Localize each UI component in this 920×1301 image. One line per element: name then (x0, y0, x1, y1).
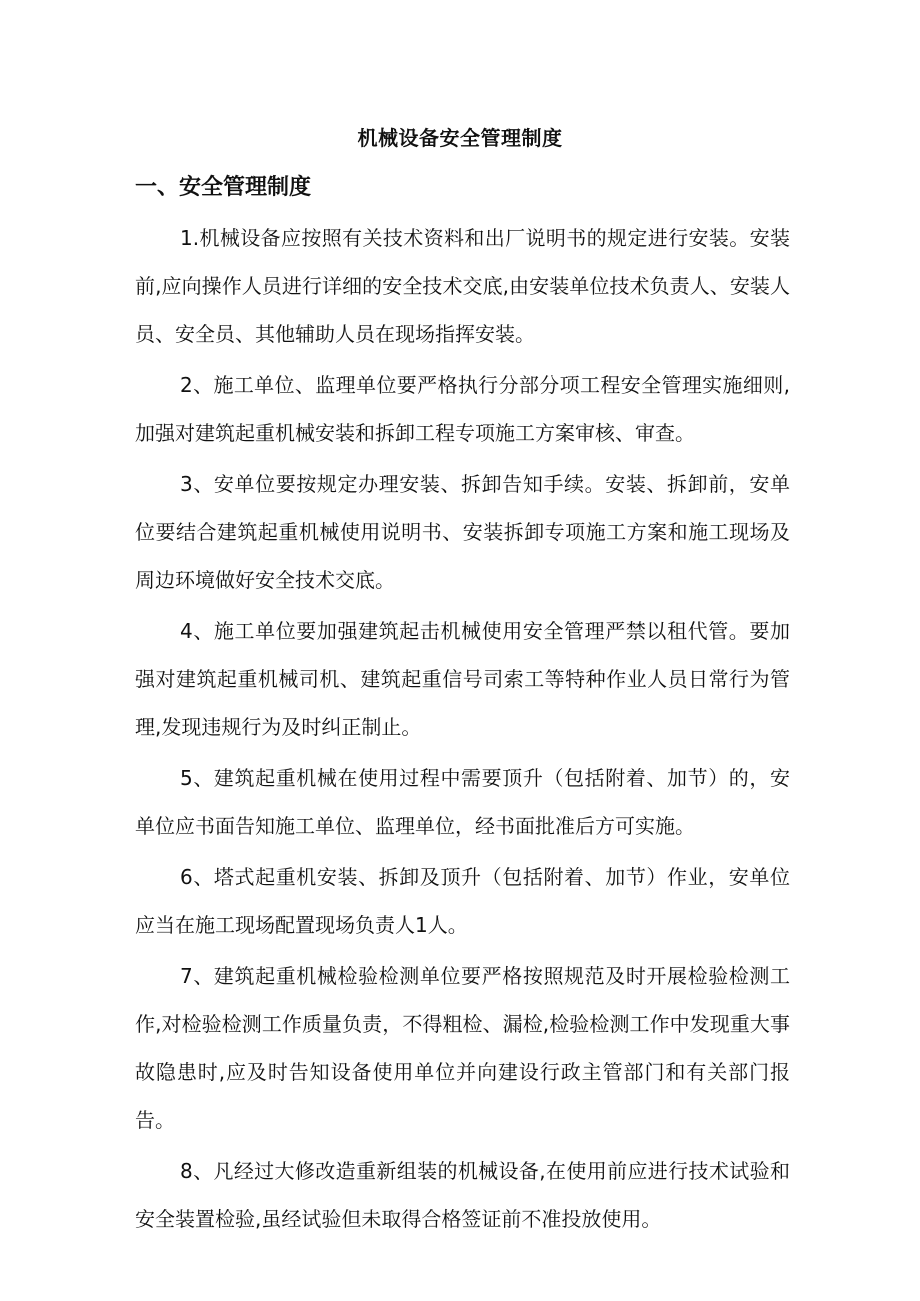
paragraph-8: 8、凡经过大修改造重新组装的机械设备,在使用前应进行技术试验和安全装置检验,虽经试验但未取得合格签证前不准投放使用。 (135, 1159, 790, 1231)
document-body (135, 214, 790, 1246)
paragraph-3: 3、安单位要按规定办理安装、拆卸告知手续。安装、拆卸前，安单位要结合建筑起重机械使用说明书、安装拆卸专项施工方案和施工现场及周边环境做好安全技术交底。 (135, 472, 790, 592)
document-title: 机械设备安全管理制度 (357, 126, 563, 150)
paragraph-4: 4、施工单位要加强建筑起击机械使用安全管理严禁以租代管。要加强对建筑起重机械司机、建筑起重信号司索工等特种作业人员日常行为管理,发现违规行为及时纠正制止。 (135, 619, 790, 739)
paragraph-2: 2、施工单位、监理单位要严格执行分部分项工程安全管理实施细则,加强对建筑起重机械安装和拆卸工程专项施工方案审核、审查。 (135, 373, 790, 445)
paragraph-1: 1.机械设备应按照有关技术资料和出厂说明书的规定进行安装。安装前,应向操作人员进行详细的安全技术交底,由安装单位技术负责人、安装人员、安全员、其他辅助人员在现场指挥安装。 (135, 226, 790, 346)
paragraph-6: 6、塔式起重机安装、拆卸及顶升（包括附着、加节）作业，安单位应当在施工现场配置现场负责人1人。 (135, 865, 790, 937)
paragraph-7: 7、建筑起重机械检验检测单位要严格按照规范及时开展检验检测工作,对检验检测工作质量负责，不得粗检、漏检,检验检测工作中发现重大事故隐患时,应及时告知设备使用单位并向建设行政主管部门和有关部门报告。 (135, 964, 790, 1132)
section-heading: 一、安全管理制度 (135, 175, 312, 200)
paragraph-5: 5、建筑起重机械在使用过程中需要顶升（包括附着、加节）的，安单位应书面告知施工单位、监理单位，经书面批准后方可实施。 (135, 766, 790, 838)
